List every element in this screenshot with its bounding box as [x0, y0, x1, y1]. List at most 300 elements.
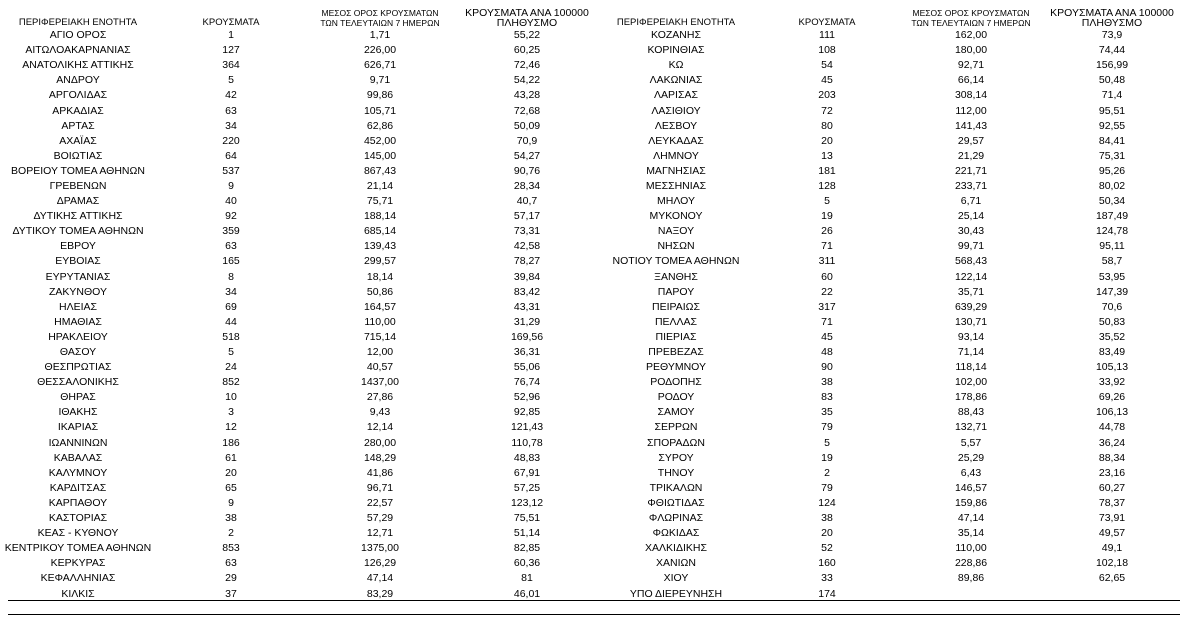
cell-avg-7day: 88,43: [957, 406, 985, 419]
cell-cases: 24: [225, 361, 237, 374]
cell-per-100k: 73,9: [1101, 29, 1123, 42]
cell-region: ΑΧΑΪΑΣ: [59, 134, 97, 147]
table-row: [0, 390, 600, 405]
cell-avg-7day: 452,00: [363, 134, 397, 147]
table-row: [600, 239, 1184, 254]
cell-per-100k: 73,31: [513, 225, 541, 238]
cell-per-100k: 75,31: [1098, 149, 1126, 162]
table-row: [600, 541, 1184, 556]
cell-region: ΦΩΚΙΔΑΣ: [652, 527, 700, 540]
cell-region: ΝΗΣΩΝ: [657, 240, 695, 253]
cell-avg-7day: 40,57: [366, 361, 394, 374]
cell-per-100k: 95,11: [1099, 240, 1125, 253]
table-row: [600, 285, 1184, 300]
cell-region: ΚΩ: [668, 59, 684, 72]
cell-cases: 10: [225, 391, 237, 404]
cell-avg-7day: 188,14: [363, 210, 397, 223]
cell-per-100k: 50,34: [1098, 195, 1126, 208]
cell-avg-7day: 27,86: [366, 391, 394, 404]
table-row: [600, 58, 1184, 73]
cell-cases: 38: [225, 512, 237, 525]
cell-per-100k: 187,49: [1095, 210, 1129, 223]
table-row: [600, 466, 1184, 481]
table-row: [0, 360, 600, 375]
cell-per-100k: 124,78: [1095, 225, 1129, 238]
cell-per-100k: 169,56: [510, 330, 544, 343]
cell-region: ΜΑΓΝΗΣΙΑΣ: [646, 164, 706, 177]
cell-cases: 128: [818, 179, 836, 192]
cell-avg-7day: 47,14: [366, 572, 394, 585]
cell-per-100k: 46,01: [513, 587, 541, 600]
header-avg-7day: [306, 0, 454, 28]
cell-per-100k: 73,91: [1098, 512, 1126, 525]
table-row: [0, 209, 600, 224]
cell-region: ΘΑΣΟΥ: [59, 346, 97, 359]
cell-cases: 359: [222, 225, 240, 238]
cell-per-100k: 36,24: [1098, 436, 1126, 449]
cell-region: ΗΡΑΚΛΕΙΟΥ: [48, 330, 108, 343]
cell-region: ΝΑΞΟΥ: [657, 225, 695, 238]
cell-avg-7day: 1375,00: [361, 542, 399, 555]
cell-avg-7day: 96,71: [366, 481, 394, 494]
cell-avg-7day: 110,00: [364, 315, 396, 328]
cell-per-100k: 44,78: [1098, 421, 1126, 434]
cell-cases: 26: [821, 225, 833, 238]
cell-region: ΔΥΤΙΚΗΣ ΑΤΤΙΚΗΣ: [33, 210, 123, 223]
cell-cases: 518: [222, 330, 240, 343]
cell-per-100k: 110,78: [511, 436, 543, 449]
cell-per-100k: 36,31: [513, 346, 541, 359]
cell-region: ΞΑΝΘΗΣ: [654, 270, 698, 283]
cell-cases: 65: [225, 481, 237, 494]
cell-per-100k: 55,06: [513, 361, 541, 374]
cell-region: ΚΕΝΤΡΙΚΟΥ ΤΟΜΕΑ ΑΘΗΝΩΝ: [4, 542, 152, 555]
cell-region: ΕΥΒΟΙΑΣ: [55, 255, 101, 268]
cell-cases: 60: [821, 270, 833, 283]
table-row: [0, 345, 600, 360]
table-row: [600, 73, 1184, 88]
cell-avg-7day: 21,29: [957, 149, 985, 162]
cell-region: ΚΑΣΤΟΡΙΑΣ: [48, 512, 108, 525]
table-row: [0, 58, 600, 73]
header-avg-line1: ΜΕΣΟΣ ΟΡΟΣ ΚΡΟΥΣΜΑΤΩΝ: [321, 8, 439, 18]
table-row: [600, 436, 1184, 451]
cell-per-100k: 69,26: [1098, 391, 1126, 404]
cell-per-100k: 35,52: [1098, 330, 1126, 343]
cell-avg-7day: 83,29: [366, 587, 394, 600]
cell-cases: 19: [821, 451, 833, 464]
cell-per-100k: 48,83: [513, 451, 541, 464]
cell-cases: 71: [821, 240, 833, 253]
cell-avg-7day: 221,71: [954, 164, 988, 177]
cell-region: ΑΝΔΡΟΥ: [56, 74, 100, 87]
cell-per-100k: 60,27: [1098, 481, 1126, 494]
cell-region: ΛΕΣΒΟΥ: [654, 119, 698, 132]
cell-avg-7day: 228,86: [954, 557, 988, 570]
cell-avg-7day: 226,00: [363, 44, 397, 57]
table-row: [600, 149, 1184, 164]
cell-cases: 63: [225, 240, 237, 253]
table-row: [600, 43, 1184, 58]
cell-avg-7day: 62,86: [366, 119, 394, 132]
cell-avg-7day: 162,00: [954, 29, 988, 42]
cell-region: ΗΜΑΘΙΑΣ: [54, 315, 102, 328]
cell-per-100k: 83,49: [1098, 346, 1126, 359]
header-cases: ΚΡΟΥΣΜΑΤΑ: [798, 17, 856, 28]
cell-region: ΙΘΑΚΗΣ: [58, 406, 98, 419]
cell-per-100k: 31,29: [513, 315, 541, 328]
cell-per-100k: 75,51: [513, 512, 541, 525]
cell-region: ΚΑΒΑΛΑΣ: [53, 451, 103, 464]
cell-cases: 1: [228, 29, 234, 42]
cell-region: ΧΑΝΙΩΝ: [656, 557, 696, 570]
table-row: [600, 345, 1184, 360]
cell-per-100k: 49,57: [1098, 527, 1126, 540]
cell-region: ΔΥΤΙΚΟΥ ΤΟΜΕΑ ΑΘΗΝΩΝ: [12, 225, 144, 238]
table-row: [600, 420, 1184, 435]
cell-avg-7day: 35,71: [957, 285, 985, 298]
cell-avg-7day: 132,71: [954, 421, 988, 434]
table-row: [0, 270, 600, 285]
cell-region: ΠΕΙΡΑΙΩΣ: [652, 300, 700, 313]
cell-avg-7day: 99,86: [366, 89, 394, 102]
cell-cases: 186: [222, 436, 240, 449]
cell-region: ΚΑΡΠΑΘΟΥ: [48, 496, 108, 509]
table-row: [0, 43, 600, 58]
cell-cases: 20: [821, 134, 833, 147]
cell-avg-7day: 568,43: [954, 255, 988, 268]
header-avg-line2: ΤΩΝ ΤΕΛΕΥΤΑΙΩΝ 7 ΗΜΕΡΩΝ: [320, 18, 440, 28]
cell-region: ΖΑΚΥΝΘΟΥ: [48, 285, 107, 298]
table-row: [600, 254, 1184, 269]
cell-region: ΠΑΡΟΥ: [657, 285, 695, 298]
cell-cases: 90: [821, 361, 833, 374]
cell-per-100k: 40,7: [516, 195, 538, 208]
table-row: [0, 254, 600, 269]
cell-avg-7day: 626,71: [363, 59, 397, 72]
cell-region: ΛΗΜΝΟΥ: [653, 149, 699, 162]
cell-cases: 311: [818, 255, 836, 268]
cell-cases: 44: [225, 315, 237, 328]
cases-table-right: [600, 0, 1184, 602]
cell-per-100k: 88,34: [1098, 451, 1126, 464]
header-per-100k: [454, 0, 600, 28]
table-row: [600, 209, 1184, 224]
cell-region: ΚΑΛΥΜΝΟΥ: [48, 466, 108, 479]
table-row: [0, 73, 600, 88]
cell-region: ΠΡΕΒΕΖΑΣ: [648, 346, 704, 359]
cell-cases: 40: [225, 195, 237, 208]
cell-cases: 317: [818, 300, 836, 313]
cell-cases: 79: [821, 481, 833, 494]
cell-cases: 124: [818, 496, 836, 509]
cell-cases: 13: [821, 149, 833, 162]
cell-cases: 3: [228, 406, 234, 419]
cell-region: ΣΑΜΟΥ: [657, 406, 695, 419]
cell-region: ΣΠΟΡΑΔΩΝ: [647, 436, 705, 449]
cell-region: ΚΕΡΚΥΡΑΣ: [50, 557, 106, 570]
cell-region: ΘΕΣΣΑΛΟΝΙΚΗΣ: [37, 376, 119, 389]
cell-region: ΠΕΛΛΑΣ: [654, 315, 698, 328]
cell-cases: 9: [228, 496, 234, 509]
cell-avg-7day: 685,14: [363, 225, 397, 238]
cell-avg-7day: 6,43: [960, 466, 982, 479]
cell-cases: 8: [228, 270, 234, 283]
table-row: [600, 556, 1184, 571]
table-row: [0, 526, 600, 541]
cell-region: ΠΙΕΡΙΑΣ: [655, 330, 697, 343]
cell-avg-7day: 122,14: [954, 270, 988, 283]
cell-per-100k: 54,27: [513, 149, 541, 162]
cell-region: ΑΓΙΟ ΟΡΟΣ: [49, 29, 107, 42]
cell-per-100k: 92,55: [1098, 119, 1126, 132]
cell-avg-7day: 148,29: [363, 451, 397, 464]
cell-per-100k: 43,31: [513, 300, 541, 313]
cell-per-100k: 81: [521, 572, 533, 585]
cell-cases: 5: [228, 74, 234, 87]
cell-avg-7day: 57,29: [366, 512, 394, 525]
table-row: [600, 179, 1184, 194]
table-row: [600, 571, 1184, 586]
cell-cases: 38: [821, 512, 833, 525]
cell-region: ΜΗΛΟΥ: [657, 195, 695, 208]
cell-region: ΒΟΡΕΙΟΥ ΤΟΜΕΑ ΑΘΗΝΩΝ: [11, 164, 145, 177]
table-row: [0, 436, 600, 451]
cell-avg-7day: 22,57: [366, 496, 394, 509]
table-row: [0, 556, 600, 571]
cell-region: ΕΥΡΥΤΑΝΙΑΣ: [45, 270, 111, 283]
cell-per-100k: 60,36: [513, 557, 541, 570]
table-row: [600, 315, 1184, 330]
cell-avg-7day: 9,71: [369, 74, 391, 87]
table-row: [600, 270, 1184, 285]
header-row: [600, 0, 1184, 28]
cell-per-100k: 76,74: [513, 376, 541, 389]
cell-region: ΚΟΖΑΝΗΣ: [651, 29, 701, 42]
table-row: [0, 194, 600, 209]
table-row: [0, 28, 600, 43]
cell-avg-7day: 75,71: [366, 195, 394, 208]
cell-per-100k: 105,13: [1095, 361, 1129, 374]
cell-cases: 42: [225, 89, 237, 102]
cell-avg-7day: 146,57: [954, 481, 988, 494]
cell-per-100k: 51,14: [513, 527, 541, 540]
table-row: [0, 571, 600, 586]
cell-cases: 29: [225, 572, 237, 585]
cell-cases: 69: [225, 300, 237, 313]
cell-avg-7day: 9,43: [369, 406, 391, 419]
table-row: [600, 496, 1184, 511]
right-table-block: [600, 0, 1184, 602]
cell-cases: 12: [225, 421, 237, 434]
cell-avg-7day: 30,43: [957, 225, 985, 238]
cell-avg-7day: 1437,00: [361, 376, 399, 389]
cell-avg-7day: 50,86: [366, 285, 394, 298]
cell-per-100k: 28,34: [513, 179, 541, 192]
cell-avg-7day: 126,29: [363, 557, 397, 570]
table-row: [0, 420, 600, 435]
cell-avg-7day: 112,00: [955, 104, 987, 117]
cell-region: ΛΑΡΙΣΑΣ: [654, 89, 698, 102]
cell-avg-7day: 92,71: [957, 59, 985, 72]
cell-avg-7day: 35,14: [957, 527, 985, 540]
cases-table-left: [0, 0, 600, 602]
cell-per-100k: 58,7: [1101, 255, 1123, 268]
cell-avg-7day: 639,29: [954, 300, 988, 313]
table-row: [0, 511, 600, 526]
table-row: [0, 375, 600, 390]
cell-region: ΤΡΙΚΑΛΩΝ: [649, 481, 703, 494]
cell-avg-7day: 178,86: [954, 391, 988, 404]
header-per100k-line2: ΠΛΗΘΥΣΜΟ: [1081, 17, 1143, 29]
cell-per-100k: 84,41: [1098, 134, 1126, 147]
cell-per-100k: 23,16: [1098, 466, 1126, 479]
cell-cases: 2: [824, 466, 830, 479]
left-table-block: [0, 0, 600, 602]
cell-per-100k: 156,99: [1095, 59, 1129, 72]
table-row: [0, 88, 600, 103]
bottom-rule-lower: [8, 614, 1180, 615]
header-row: [0, 0, 600, 28]
cell-per-100k: 49,1: [1101, 542, 1123, 555]
cell-per-100k: 92,85: [513, 406, 541, 419]
table-row: [600, 511, 1184, 526]
table-row: [0, 239, 600, 254]
header-per100k-line1: ΚΡΟΥΣΜΑΤΑ ΑΝΑ 100000: [465, 7, 589, 19]
table-row: [0, 481, 600, 496]
cell-region: ΙΩΑΝΝΙΝΩΝ: [48, 436, 108, 449]
cell-per-100k: 42,58: [513, 240, 541, 253]
table-row: [0, 179, 600, 194]
cell-region: ΣΥΡΟΥ: [658, 451, 694, 464]
table-row: [600, 164, 1184, 179]
cell-avg-7day: 1,71: [369, 29, 391, 42]
table-row: [600, 481, 1184, 496]
cell-avg-7day: 299,57: [363, 255, 397, 268]
cell-avg-7day: 118,14: [955, 361, 987, 374]
cell-cases: 165: [222, 255, 240, 268]
cell-cases: 83: [821, 391, 833, 404]
cell-region: ΑΡΚΑΔΙΑΣ: [52, 104, 104, 117]
cell-avg-7day: 29,57: [957, 134, 985, 147]
cell-per-100k: 57,25: [513, 481, 541, 494]
cell-cases: 35: [821, 406, 833, 419]
cell-avg-7day: 715,14: [363, 330, 397, 343]
table-row: [600, 526, 1184, 541]
cell-avg-7day: 867,43: [363, 164, 397, 177]
cell-per-100k: 39,84: [513, 270, 541, 283]
header-cases: ΚΡΟΥΣΜΑΤΑ: [202, 17, 260, 28]
cell-per-100k: 53,95: [1098, 270, 1126, 283]
cell-avg-7day: 25,29: [957, 451, 985, 464]
cell-cases: 5: [228, 346, 234, 359]
cell-region: ΝΟΤΙΟΥ ΤΟΜΕΑ ΑΘΗΝΩΝ: [612, 255, 740, 268]
table-row: [0, 119, 600, 134]
header-per100k-line1: ΚΡΟΥΣΜΑΤΑ ΑΝΑ 100000: [1050, 7, 1174, 19]
cell-per-100k: 57,17: [513, 210, 541, 223]
cell-per-100k: 70,6: [1101, 300, 1123, 313]
header-per-100k: [1040, 0, 1184, 28]
cell-cases: 22: [821, 285, 833, 298]
cell-region: ΗΛΕΙΑΣ: [58, 300, 97, 313]
cell-per-100k: 54,22: [513, 74, 541, 87]
cell-avg-7day: 12,14: [366, 421, 394, 434]
cell-per-100k: 147,39: [1095, 285, 1129, 298]
cell-region: ΜΥΚΟΝΟΥ: [649, 210, 703, 223]
cell-cases: 174: [818, 587, 836, 600]
table-row: [0, 451, 600, 466]
cell-region: ΑΡΓΟΛΙΔΑΣ: [48, 89, 108, 102]
cell-avg-7day: 159,86: [954, 496, 988, 509]
cell-region: ΦΛΩΡΙΝΑΣ: [648, 512, 704, 525]
cell-region: ΦΘΙΩΤΙΔΑΣ: [647, 496, 705, 509]
cell-cases: 34: [225, 119, 237, 132]
cell-per-100k: 43,28: [513, 89, 541, 102]
cell-avg-7day: 18,14: [366, 270, 394, 283]
cell-cases: 33: [821, 572, 833, 585]
cell-cases: 54: [821, 59, 833, 72]
cell-region: ΕΒΡΟΥ: [60, 240, 96, 253]
cell-cases: 20: [821, 527, 833, 540]
cell-cases: 111: [819, 29, 835, 42]
table-row: [600, 119, 1184, 134]
table-row: [0, 285, 600, 300]
cell-cases: 45: [821, 74, 833, 87]
cell-per-100k: 55,22: [513, 29, 541, 42]
cell-region: ΙΚΑΡΙΑΣ: [57, 421, 99, 434]
cell-per-100k: 50,09: [513, 119, 541, 132]
cell-avg-7day: 180,00: [954, 44, 988, 57]
cell-avg-7day: 141,43: [954, 119, 988, 132]
cell-cases: 71: [821, 315, 833, 328]
cell-per-100k: 90,76: [513, 164, 541, 177]
cell-avg-7day: 130,71: [954, 315, 988, 328]
cell-per-100k: 33,92: [1098, 376, 1126, 389]
cell-cases: 48: [821, 346, 833, 359]
cell-region: ΡΟΔΟΥ: [657, 391, 695, 404]
header-region: ΠΕΡΙΦΕΡΕΙΑΚΗ ΕΝΟΤΗΤΑ: [616, 17, 736, 28]
cell-cases: 181: [818, 164, 836, 177]
table-row: [600, 28, 1184, 43]
cell-cases: 2: [228, 527, 234, 540]
table-row: [0, 466, 600, 481]
cell-per-100k: 67,91: [513, 466, 541, 479]
cell-region: ΛΑΣΙΘΙΟΥ: [651, 104, 701, 117]
cell-per-100k: 71,4: [1101, 89, 1123, 102]
cell-region: ΡΟΔΟΠΗΣ: [650, 376, 702, 389]
table-row: [600, 103, 1184, 118]
cell-cases: 80: [821, 119, 833, 132]
cell-cases: 61: [225, 451, 237, 464]
table-row: [600, 330, 1184, 345]
cell-region: ΛΑΚΩΝΙΑΣ: [649, 74, 703, 87]
cell-avg-7day: 71,14: [957, 346, 985, 359]
table-row: [0, 315, 600, 330]
cell-per-100k: 106,13: [1095, 406, 1129, 419]
table-row: [600, 88, 1184, 103]
bottom-rule-upper: [8, 600, 1180, 601]
cell-cases: 92: [225, 210, 237, 223]
cell-cases: 364: [222, 59, 240, 72]
cell-region: ΣΕΡΡΩΝ: [654, 421, 698, 434]
cell-avg-7day: 41,86: [366, 466, 394, 479]
table-row: [0, 496, 600, 511]
cell-cases: 37: [225, 587, 237, 600]
cell-region: ΚΕΑΣ - ΚΥΘΝΟΥ: [37, 527, 119, 540]
table-row: [0, 300, 600, 315]
cell-avg-7day: 110,00: [955, 542, 987, 555]
cell-avg-7day: 12,71: [366, 527, 394, 540]
